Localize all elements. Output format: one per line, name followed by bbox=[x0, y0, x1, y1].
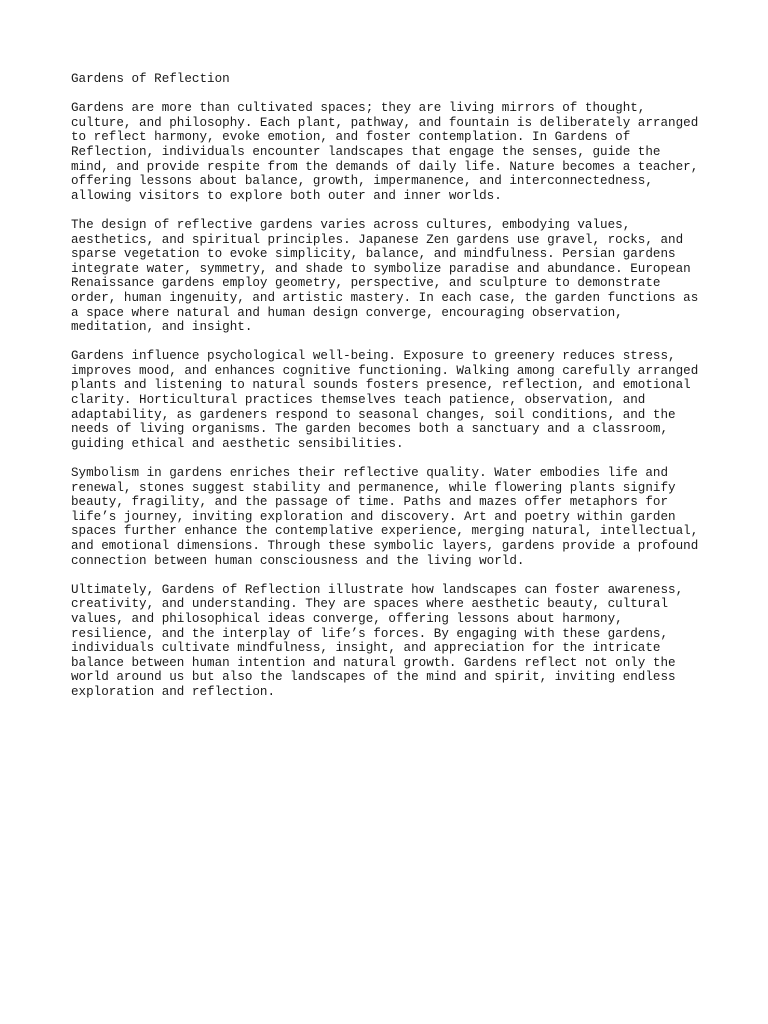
text-line: Renaissance gardens employ geometry, perspective, and sculpture to demonstrate bbox=[71, 276, 661, 291]
body-paragraph bbox=[71, 466, 701, 568]
text-line: Gardens are more than cultivated spaces; they are living mirrors of thought, bbox=[71, 101, 646, 116]
text-line: Gardens influence psychological well-being. Exposure to greenery reduces stress, bbox=[71, 349, 676, 364]
text-line: Reflection, individuals encounter landscapes that engage the senses, guide the bbox=[71, 144, 661, 159]
text-line: clarity. Horticultural practices themselves teach patience, observation, and bbox=[71, 393, 646, 408]
text-line: spaces further enhance the contemplative experience, merging natural, intellectual, bbox=[71, 524, 699, 539]
text-line: adaptability, as gardeners respond to seasonal changes, soil conditions, and the bbox=[71, 407, 676, 422]
text-line: sparse vegetation to evoke simplicity, balance, and mindfulness. Persian gardens bbox=[71, 247, 676, 262]
text-line: connection between human consciousness and the living world. bbox=[71, 553, 525, 568]
body-paragraph bbox=[71, 101, 701, 203]
text-line: world around us but also the landscapes of the mind and spirit, inviting endless bbox=[71, 670, 676, 685]
text-line: Symbolism in gardens enriches their reflective quality. Water embodies life and bbox=[71, 466, 669, 481]
text-line: to reflect harmony, evoke emotion, and foster contemplation. In Gardens of bbox=[71, 130, 631, 145]
body-paragraph bbox=[71, 583, 701, 700]
text-line: life’s journey, inviting exploration and discovery. Art and poetry within garden bbox=[71, 509, 676, 524]
text-line: plants and listening to natural sounds fosters presence, reflection, and emotional bbox=[71, 378, 691, 393]
text-line: aesthetics, and spiritual principles. Japanese Zen gardens use gravel, rocks, and bbox=[71, 232, 684, 247]
text-line: integrate water, symmetry, and shade to symbolize paradise and abundance. European bbox=[71, 261, 691, 276]
text-line: order, human ingenuity, and artistic mastery. In each case, the garden functions as bbox=[71, 290, 699, 305]
text-line: improves mood, and enhances cognitive functioning. Walking among carefully arranged bbox=[71, 363, 699, 378]
text-line: guiding ethical and aesthetic sensibilities. bbox=[71, 436, 404, 451]
text-line: resilience, and the interplay of life’s forces. By engaging with these gardens, bbox=[71, 626, 669, 641]
text-line: renewal, stones suggest stability and permanence, while flowering plants signify bbox=[71, 480, 676, 495]
text-line: balance between human intention and natural growth. Gardens reflect not only the bbox=[71, 655, 676, 670]
text-line: values, and philosophical ideas converge, offering lessons about harmony, bbox=[71, 611, 623, 626]
text-line: individuals cultivate mindfulness, insight, and appreciation for the intricate bbox=[71, 641, 661, 656]
text-line: creativity, and understanding. They are spaces where aesthetic beauty, cultural bbox=[71, 597, 669, 612]
text-line: offering lessons about balance, growth, impermanence, and interconnectedness, bbox=[71, 174, 653, 189]
text-line: culture, and philosophy. Each plant, pathway, and fountain is deliberately arranged bbox=[71, 115, 699, 130]
text-line: exploration and reflection. bbox=[71, 684, 276, 699]
text-line: and emotional dimensions. Through these symbolic layers, gardens provide a profound bbox=[71, 539, 699, 553]
text-line: needs of living organisms. The garden becomes both a sanctuary and a classroom, bbox=[71, 422, 669, 437]
text-line: meditation, and insight. bbox=[71, 320, 253, 335]
document-body bbox=[71, 101, 701, 699]
text-line: mind, and provide respite from the demands of daily life. Nature becomes a teacher, bbox=[71, 159, 699, 174]
document-page bbox=[71, 72, 701, 714]
text-line: Ultimately, Gardens of Reflection illustrate how landscapes can foster awareness, bbox=[71, 582, 684, 597]
text-line: The design of reflective gardens varies across cultures, embodying values, bbox=[71, 217, 631, 232]
text-line: beauty, fragility, and the passage of time. Paths and mazes offer metaphors for bbox=[71, 495, 669, 510]
body-paragraph bbox=[71, 218, 701, 335]
body-paragraph bbox=[71, 349, 701, 451]
document-title: Gardens of Reflection bbox=[71, 72, 230, 86]
text-line: a space where natural and human design converge, encouraging observation, bbox=[71, 305, 623, 320]
text-line: allowing visitors to explore both outer and inner worlds. bbox=[71, 188, 502, 203]
